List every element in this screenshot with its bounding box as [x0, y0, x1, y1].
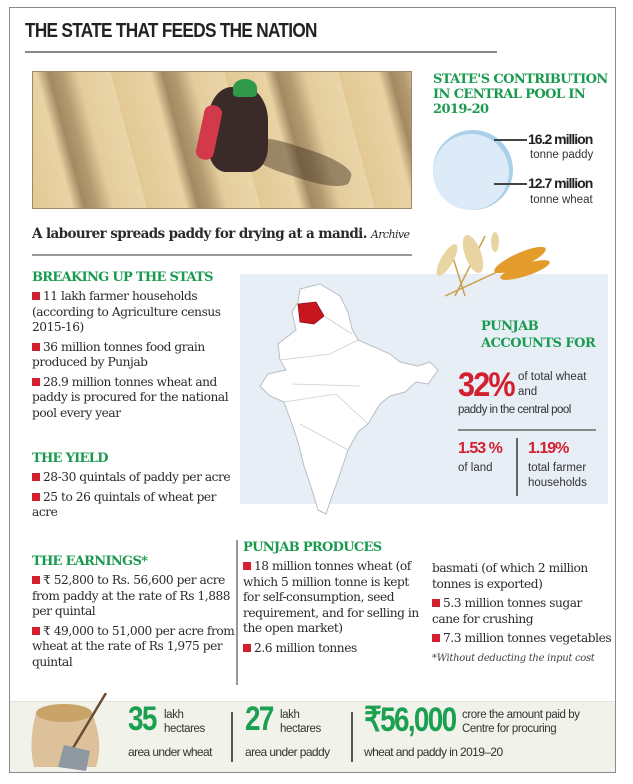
bullet-square-icon: [32, 627, 40, 635]
wheat-leader-line: [494, 183, 527, 185]
bullet-square-icon: [32, 576, 40, 584]
bullet-square-icon: [243, 644, 251, 652]
central-pool-percent: 32%: [458, 366, 514, 404]
labourer-cap: [233, 79, 257, 97]
produces-divider: [236, 540, 238, 685]
wheat-label: tonne wheat: [530, 194, 593, 206]
paddy-area-unit-b: hectares: [280, 723, 321, 735]
paddy-value: 16.2 million: [528, 131, 593, 147]
caption-text: A labourer spreads paddy for drying at a mandi.: [32, 226, 367, 242]
wheat-area-label: area under wheat: [128, 745, 212, 759]
photo-caption: [32, 226, 409, 242]
central-pool-label-a: of total wheat and: [518, 371, 587, 398]
produces-item: 5.3 million tonnes sugar cane for crushing: [432, 596, 582, 626]
contribution-heading: [433, 72, 608, 117]
bullet-square-icon: [32, 292, 40, 300]
caption-divider: [32, 254, 412, 256]
procurement-amount-value: ₹56,000: [364, 701, 456, 739]
caption-credit: Archive: [370, 228, 410, 241]
bottom-divider: [351, 712, 353, 762]
breaking-up-section: [32, 270, 237, 421]
produces-item: 7.3 million tonnes vegetables: [432, 631, 612, 647]
procurement-label: wheat and paddy in 2019–20: [364, 745, 503, 759]
stat-item: 28.9 million tonnes wheat and paddy is procured for the national pool every year: [32, 374, 229, 420]
paddy-label: tonne paddy: [530, 149, 594, 161]
page-title: THE STATE THAT FEEDS THE NATION: [25, 20, 317, 42]
procurement-unit-a: crore the amount paid by: [462, 709, 580, 721]
title-divider: [25, 51, 497, 53]
punjab-accounts-heading: [481, 318, 595, 352]
central-pool-label-b: paddy in the central pool: [458, 404, 571, 416]
households-label-b: households: [528, 477, 587, 489]
earnings-item: ₹ 49,000 to 51,000 per acre from wheat at the rate of Rs 1,975 per quintal: [32, 623, 235, 669]
produces-continued: basmati (of which 2 million tonnes is exported): [432, 561, 588, 591]
stat-vertical-divider: [516, 438, 518, 496]
india-map: [240, 274, 440, 534]
footnote: *Without deducting the input cost: [432, 652, 595, 664]
paddy-area-unit-a: lakh: [280, 709, 300, 721]
produces-section-col2: [432, 561, 612, 664]
produces-item: 2.6 million tonnes: [243, 641, 428, 657]
bullet-square-icon: [432, 599, 440, 607]
labourer-figure: [208, 87, 268, 172]
stat-item: 36 million tonnes food grain produced by Punjab: [32, 339, 205, 369]
bottom-divider: [231, 712, 233, 762]
stat-item: 11 lakh farmer households (according to Agriculture census 2015-16): [32, 289, 221, 334]
breaking-up-heading: BREAKING UP THE STATS: [32, 270, 213, 285]
earnings-section: [32, 554, 237, 670]
yield-heading: THE YIELD: [32, 451, 108, 466]
paddy-area-value: 27: [245, 700, 273, 738]
yield-section: [32, 451, 237, 521]
bullet-square-icon: [432, 634, 440, 642]
earnings-item: ₹ 52,800 to Rs. 56,600 per acre from paddy at the rate of Rs 1,888 per quintal: [32, 573, 231, 618]
bullet-square-icon: [32, 343, 40, 351]
wheat-area-value: 35: [128, 700, 156, 738]
land-label: of land: [458, 462, 493, 474]
wheat-value: 12.7 million: [528, 175, 593, 191]
wheat-icon: [425, 228, 565, 298]
contribution-heading-line: STATE'S CONTRIBUTION: [433, 72, 608, 87]
produces-section: [243, 540, 428, 656]
bullet-square-icon: [32, 473, 40, 481]
stat-divider: [458, 429, 596, 431]
labourer-arm: [194, 104, 223, 162]
households-label-a: total farmer: [528, 462, 587, 474]
grain-sack-icon: [18, 693, 110, 771]
produces-heading: PUNJAB PRODUCES: [243, 540, 382, 555]
heading-line: ACCOUNTS FOR: [481, 336, 596, 351]
households-percent: 1.19%: [528, 440, 569, 457]
procurement-unit-b: Centre for procuring: [462, 723, 557, 735]
yield-item: 25 to 26 quintals of wheat per acre: [32, 489, 217, 519]
earnings-heading: THE EARNINGS*: [32, 554, 148, 569]
bullet-square-icon: [32, 493, 40, 501]
land-percent: 1.53 %: [458, 440, 502, 457]
paddy-leader-line: [494, 139, 527, 141]
bullet-square-icon: [243, 562, 251, 570]
wheat-area-unit-b: hectares: [164, 723, 205, 735]
contribution-heading-line: 2019-20: [433, 102, 489, 117]
wheat-area-unit-a: lakh: [164, 709, 184, 721]
paddy-area-label: area under paddy: [245, 745, 330, 759]
wheat-circle: [433, 134, 509, 210]
contribution-heading-line: IN CENTRAL POOL IN: [433, 87, 586, 102]
yield-item: 28-30 quintals of paddy per acre: [32, 470, 237, 486]
labourer-photo: [32, 71, 412, 209]
bullet-square-icon: [32, 378, 40, 386]
produces-item: 18 million tonnes wheat (of which 5 million tonne is kept for self-consumption, seed requirement, and for selling in the open market): [243, 559, 419, 635]
heading-line: PUNJAB: [481, 319, 539, 334]
